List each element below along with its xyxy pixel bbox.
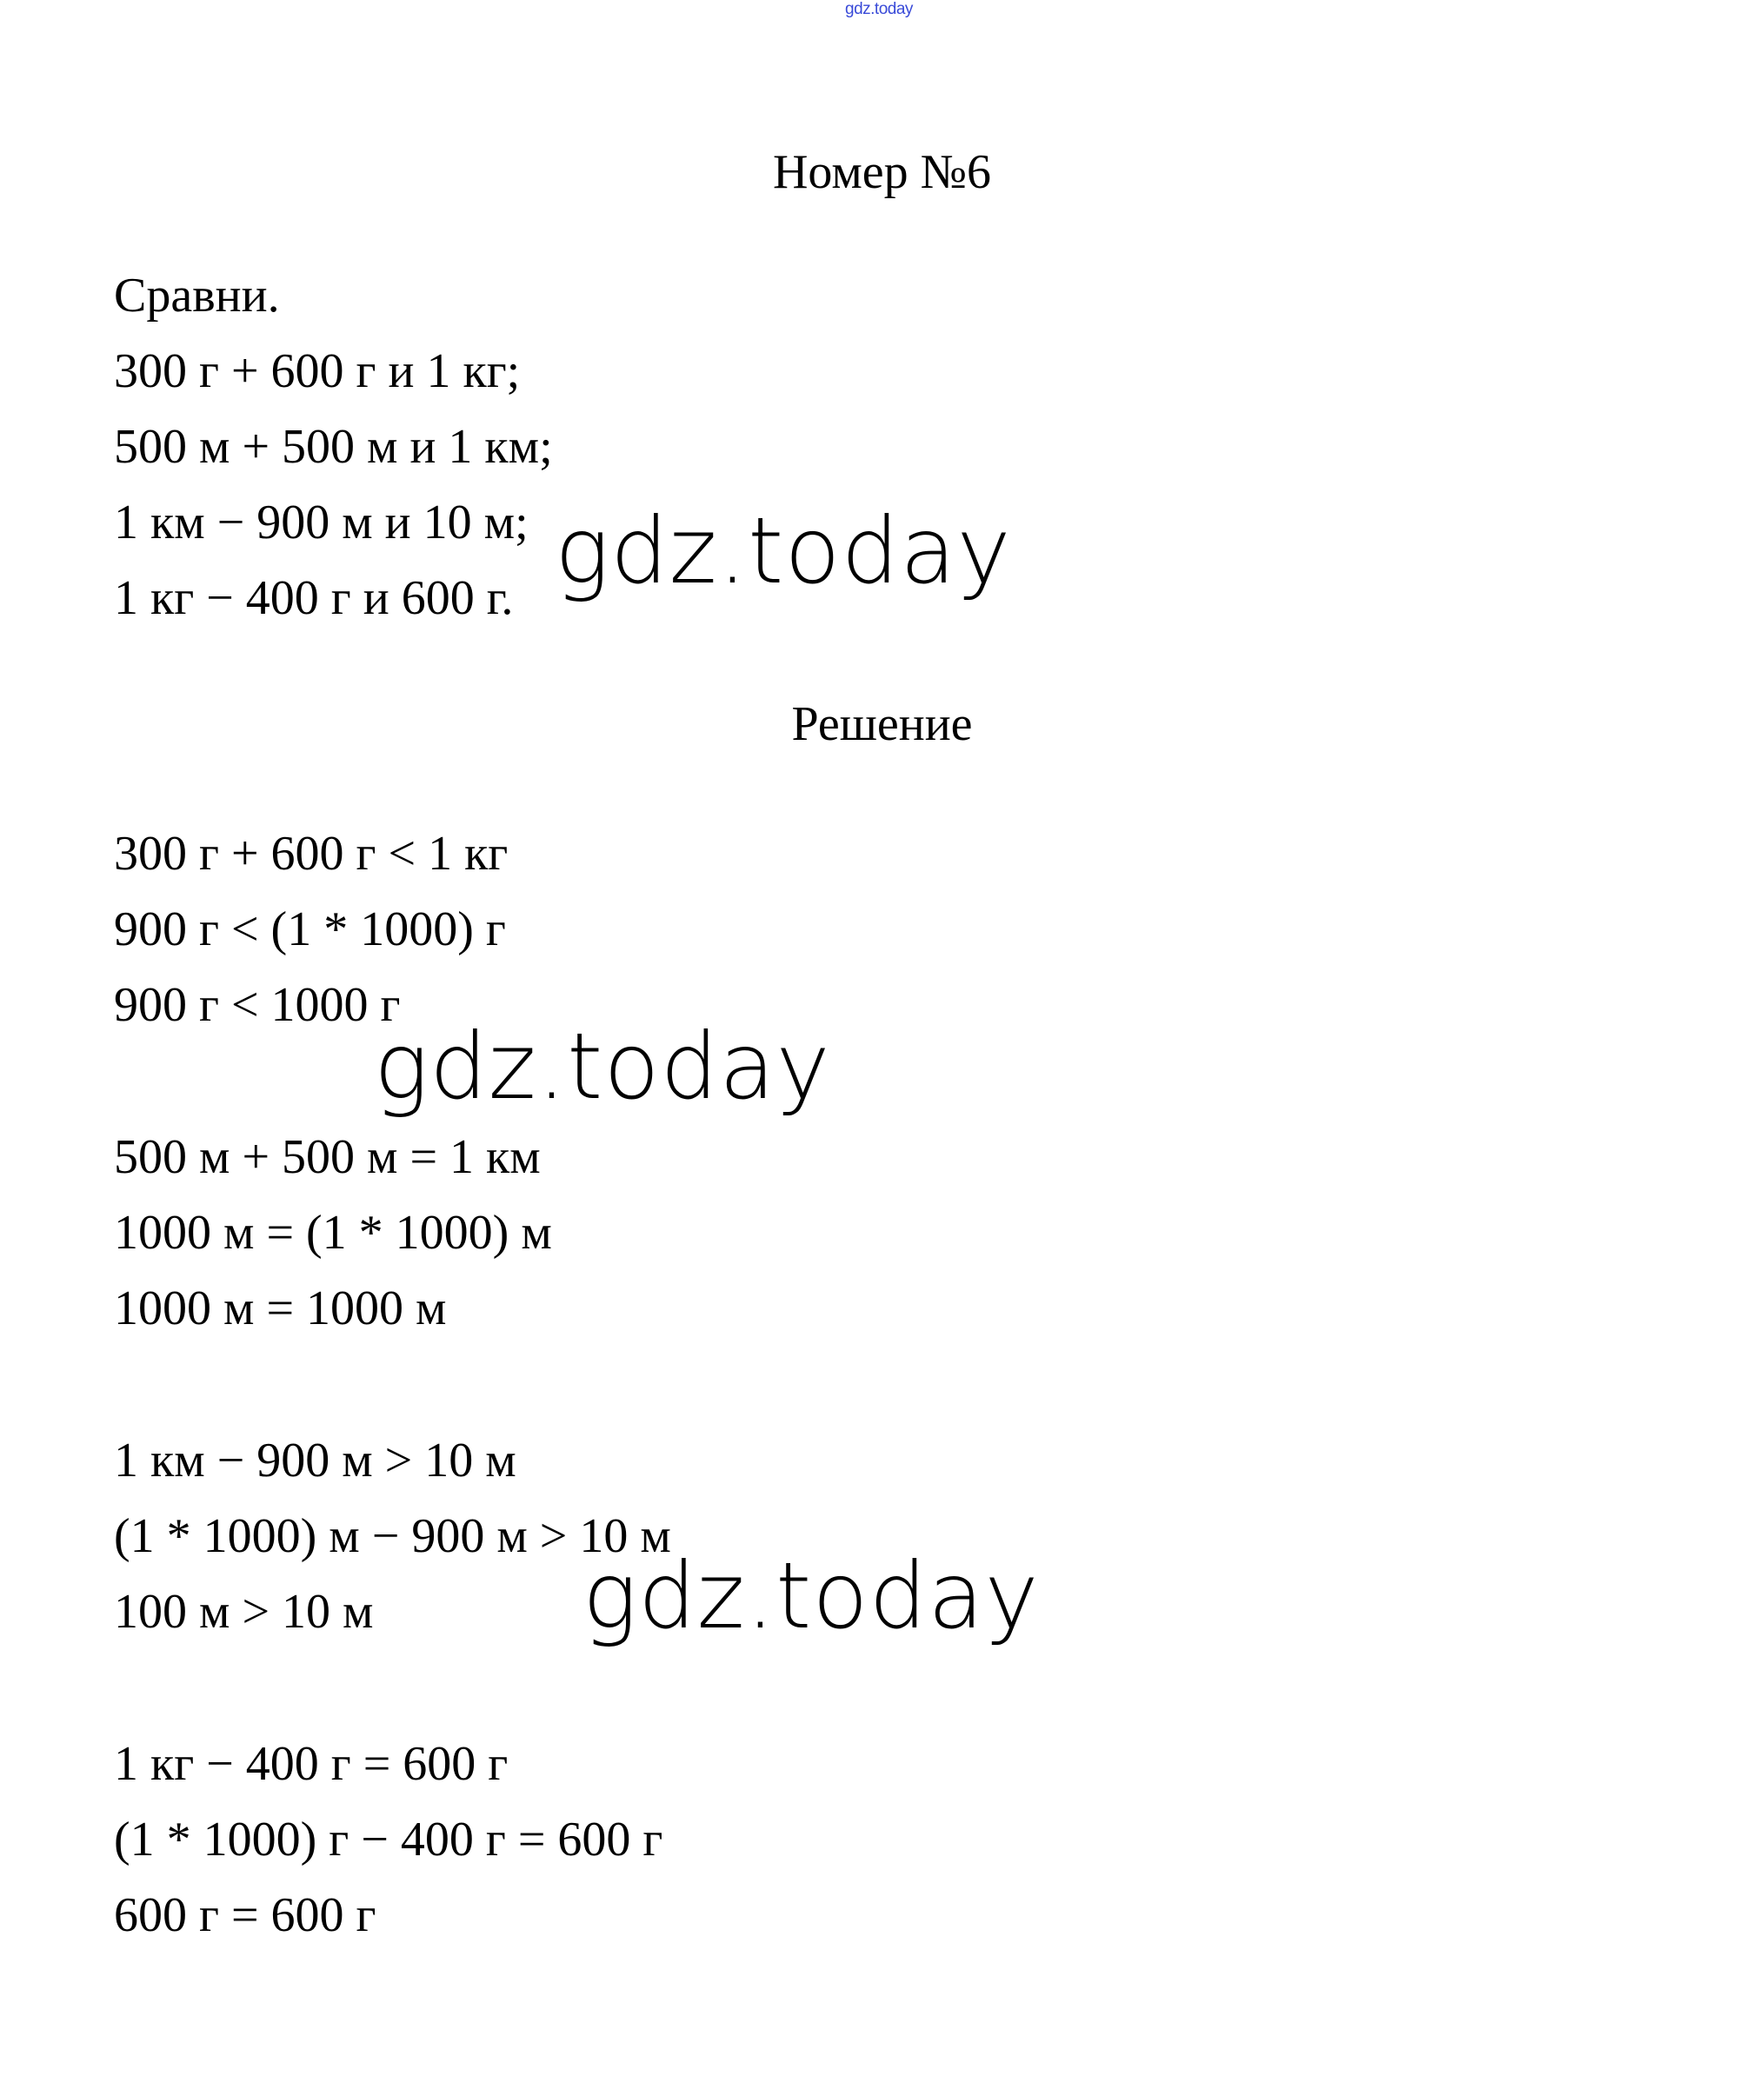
task-item-4: 1 кг − 400 г и 600 г. xyxy=(114,571,514,625)
solution-line-3-3: 100 м > 10 м xyxy=(114,1585,374,1639)
task-intro: Сравни. xyxy=(114,269,280,323)
task-item-2: 500 м + 500 м и 1 км; xyxy=(114,420,553,474)
solution-line-4-1: 1 кг − 400 г = 600 г xyxy=(114,1737,509,1791)
top-watermark: gdz.today xyxy=(845,0,913,18)
solution-line-1-1: 300 г + 600 г < 1 кг xyxy=(114,827,509,881)
solution-line-2-3: 1000 м = 1000 м xyxy=(114,1281,447,1335)
solution-line-1-3: 900 г < 1000 г xyxy=(114,978,401,1032)
watermark-1: gdz.today xyxy=(555,498,1012,604)
watermark-3: gdz.today xyxy=(582,1543,1040,1649)
solution-line-2-1: 500 м + 500 м = 1 км xyxy=(114,1130,541,1184)
solution-line-4-3: 600 г = 600 г xyxy=(114,1888,376,1942)
task-item-3: 1 км − 900 м и 10 м; xyxy=(114,496,529,549)
solution-line-3-1: 1 км − 900 м > 10 м xyxy=(114,1434,516,1487)
solution-line-3-2: (1 * 1000) м − 900 м > 10 м xyxy=(114,1509,671,1563)
solution-line-2-2: 1000 м = (1 * 1000) м xyxy=(114,1206,552,1260)
solution-line-4-2: (1 * 1000) г − 400 г = 600 г xyxy=(114,1813,663,1867)
task-item-1: 300 г + 600 г и 1 кг; xyxy=(114,344,521,398)
solution-line-1-2: 900 г < (1 * 1000) г xyxy=(114,902,506,956)
solution-heading: Решение xyxy=(791,697,973,751)
watermark-2: gdz.today xyxy=(374,1014,831,1120)
page-title: Номер №6 xyxy=(772,145,992,199)
